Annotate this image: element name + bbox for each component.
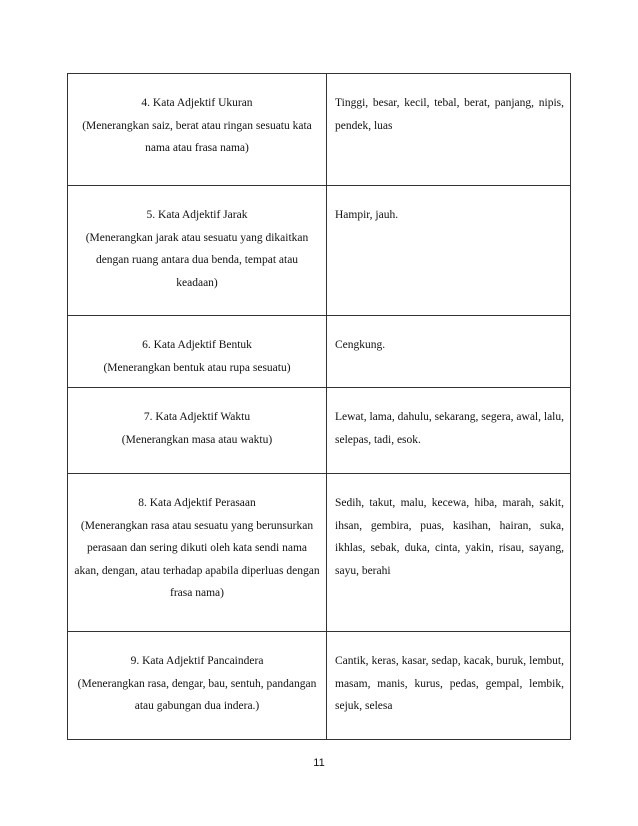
- category-cell: [68, 632, 327, 740]
- examples-cell: Hampir, jauh.: [327, 186, 571, 316]
- category-description: (Menerangkan rasa, dengar, bau, sentuh, pandangan atau gabungan dua indera.): [77, 677, 317, 712]
- category-description: (Menerangkan jarak atau sesuatu yang dikaitkan dengan ruang antara dua benda, tempat atau keadaan): [85, 231, 309, 289]
- category-cell: [68, 74, 327, 186]
- table-row: [68, 388, 571, 474]
- category-cell: [68, 316, 327, 388]
- category-title: 5. Kata Adjektif Jarak: [146, 209, 248, 221]
- category-description: (Menerangkan rasa atau sesuatu yang berunsurkan perasaan dan sering dikuti oleh kata sendi nama akan, dengan, atau terhadap apabila diperluas dengan frasa nama): [74, 519, 320, 599]
- table-row: [68, 186, 571, 316]
- examples-cell: Sedih, takut, malu, kecewa, hiba, marah, sakit, ihsan, gembira, puas, kasihan, hairan, suka, ikhlas, sebak, duka, cinta, yakin, risau, sayang, sayu, berahi: [327, 474, 571, 632]
- table-row: [68, 316, 571, 388]
- table-row: [68, 632, 571, 740]
- category-cell: [68, 186, 327, 316]
- category-title: 9. Kata Adjektif Pancaindera: [130, 655, 264, 667]
- examples-cell: Lewat, lama, dahulu, sekarang, segera, awal, lalu, selepas, tadi, esok.: [327, 388, 571, 474]
- examples-cell: Cengkung.: [327, 316, 571, 388]
- category-title: 8. Kata Adjektif Perasaan: [138, 497, 256, 509]
- examples-cell: Tinggi, besar, kecil, tebal, berat, panjang, nipis, pendek, luas: [327, 74, 571, 186]
- category-description: (Menerangkan bentuk atau rupa sesuatu): [103, 361, 291, 374]
- category-description: (Menerangkan saiz, berat atau ringan sesuatu kata nama atau frasa nama): [82, 119, 312, 154]
- category-cell: [68, 474, 327, 632]
- table-row: [68, 474, 571, 632]
- category-title: 6. Kata Adjektif Bentuk: [142, 339, 252, 351]
- category-description: (Menerangkan masa atau waktu): [121, 433, 273, 446]
- page-number: 11: [313, 757, 325, 769]
- adjective-table: [67, 73, 571, 740]
- category-title: 7. Kata Adjektif Waktu: [143, 411, 251, 423]
- table-row: [68, 74, 571, 186]
- category-cell: [68, 388, 327, 474]
- examples-cell: Cantik, keras, kasar, sedap, kacak, buruk, lembut, masam, manis, kurus, pedas, gempal, lembik, sejuk, selesa: [327, 632, 571, 740]
- category-title: 4. Kata Adjektif Ukuran: [141, 97, 253, 109]
